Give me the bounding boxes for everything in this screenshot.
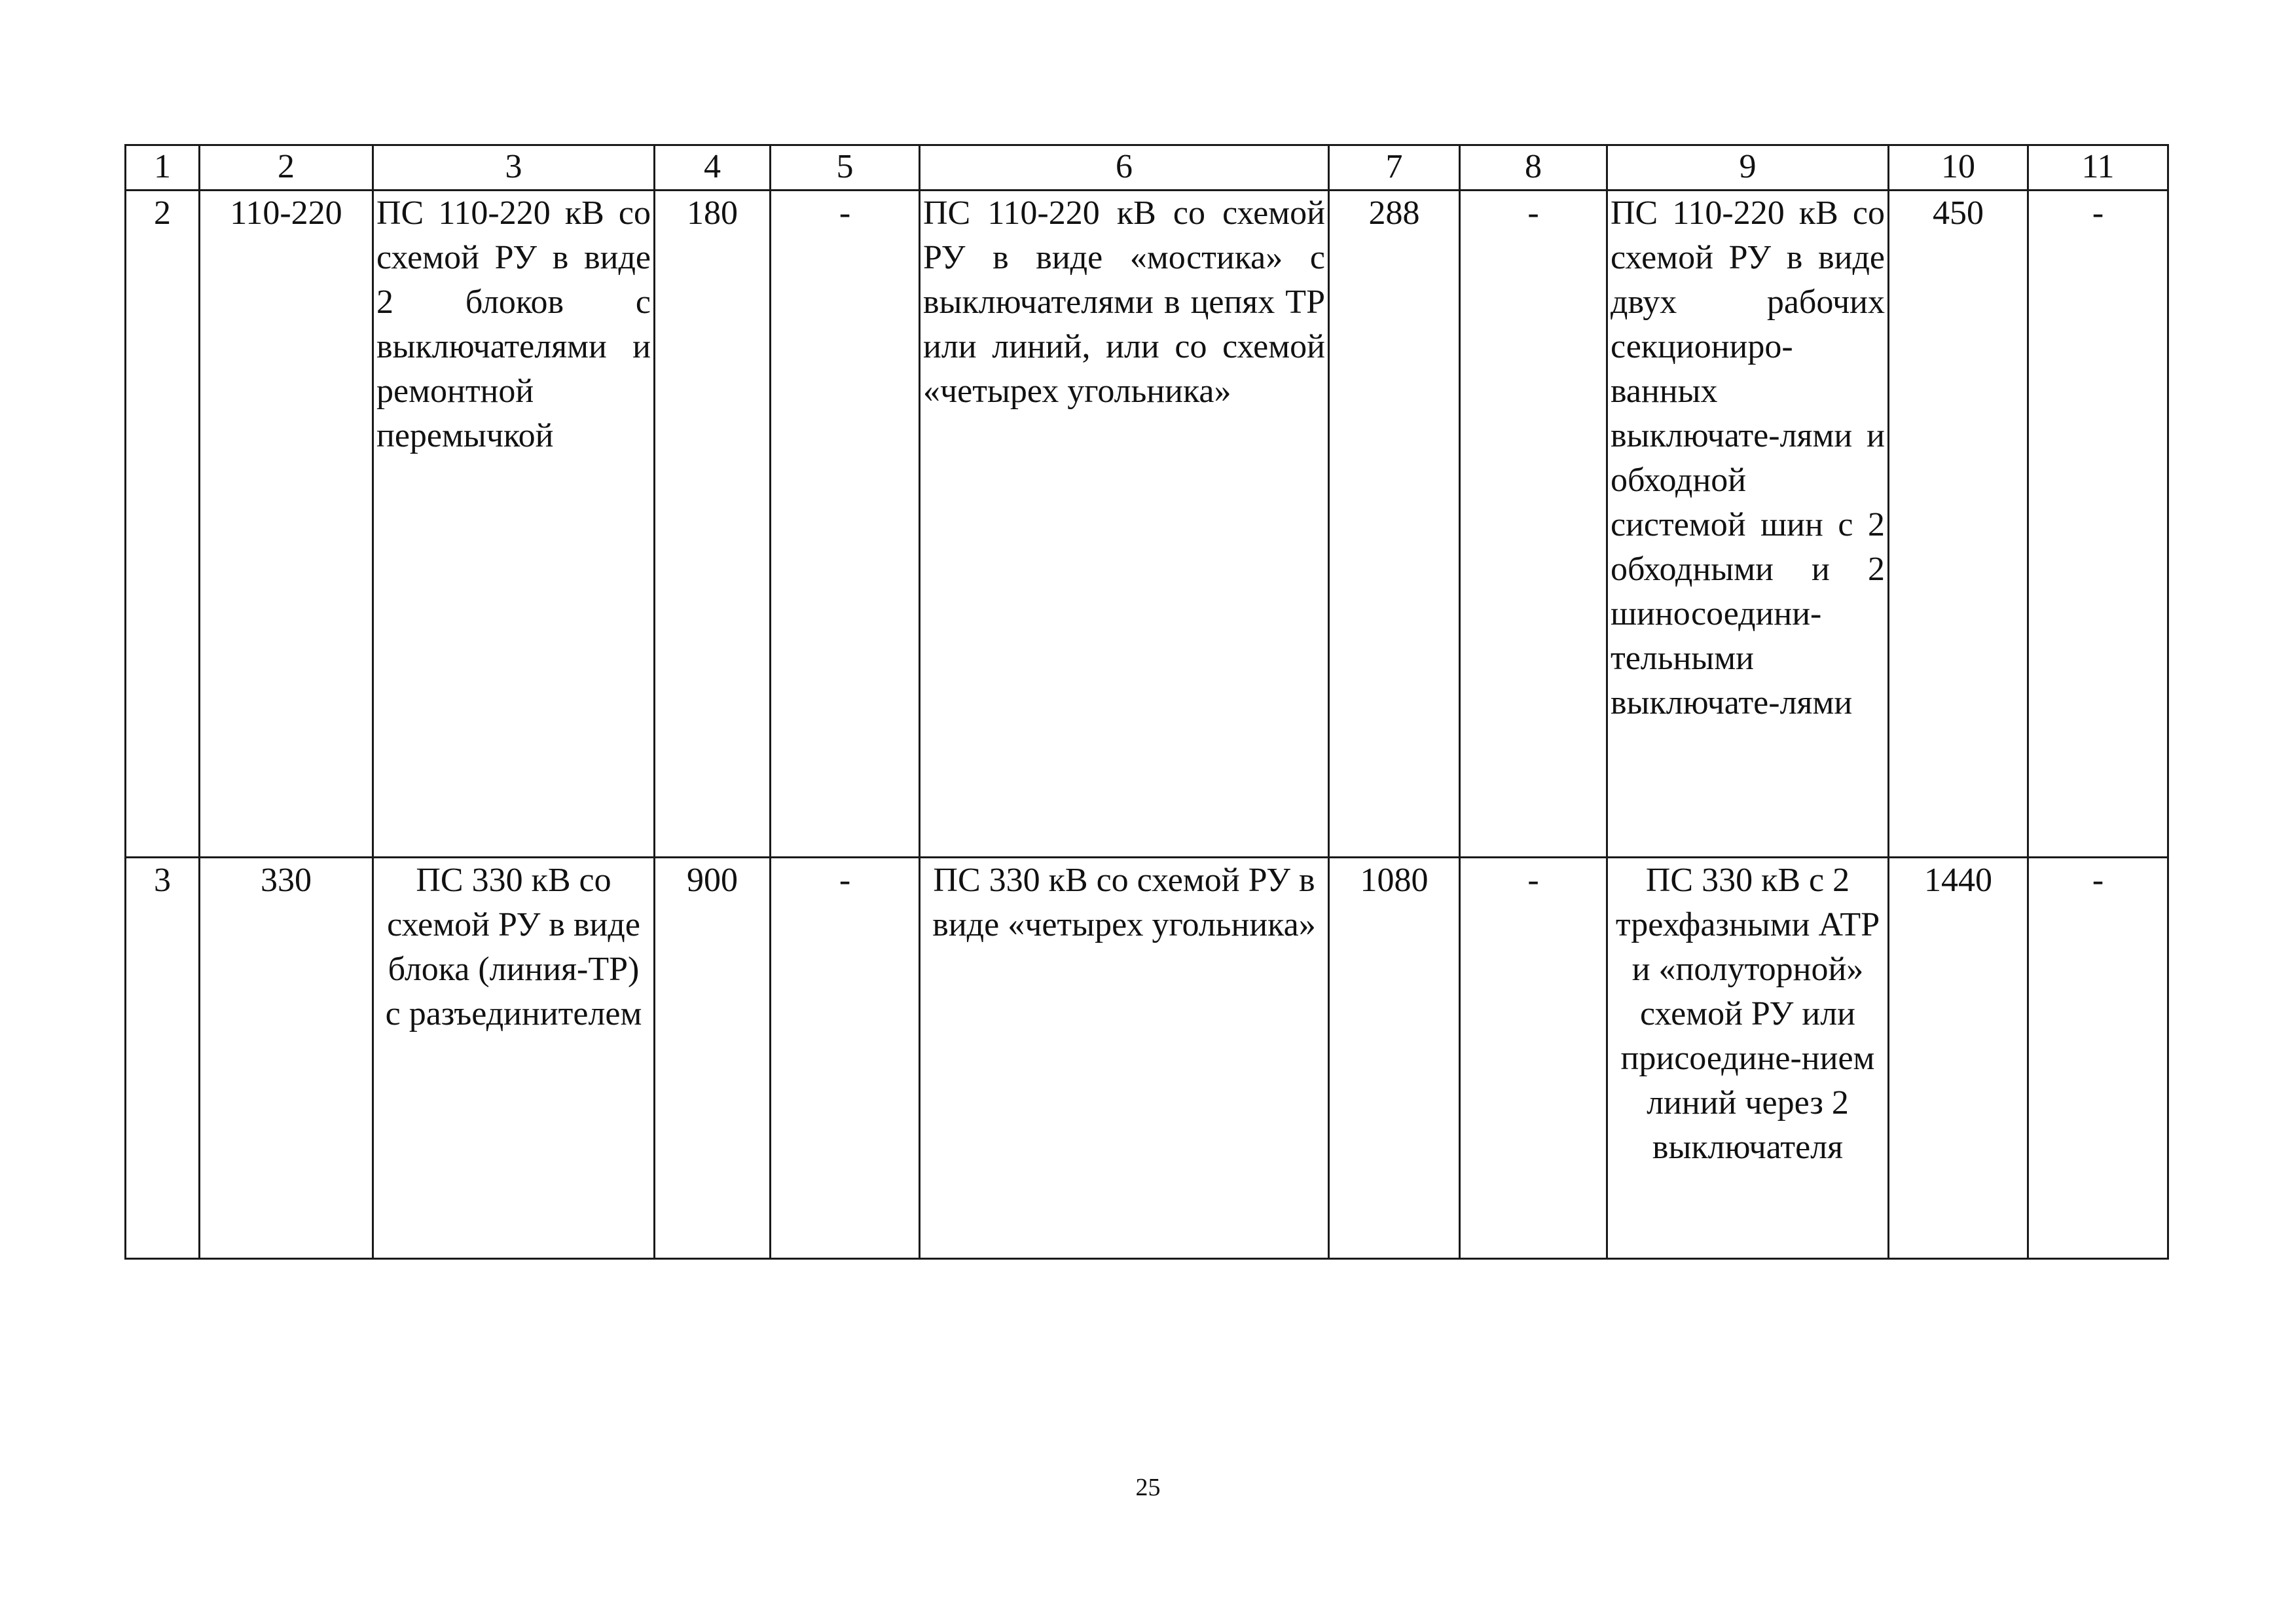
value-cell: 1440 xyxy=(1889,858,2028,1259)
value-cell: 900 xyxy=(655,858,771,1259)
value-cell: 288 xyxy=(1329,191,1460,858)
voltage-cell: 110-220 xyxy=(200,191,373,858)
row-number-cell: 2 xyxy=(126,191,200,858)
page-number: 25 xyxy=(1135,1474,1161,1501)
value-cell: - xyxy=(2028,858,2168,1259)
scheme-description-cell: ПС 110-220 кВ со схемой РУ в виде двух рабочих секциониро-ванных выключате-лями и обходной системой шин с 2 обходными и 2 шиносоедини-тельными выключате-лями xyxy=(1607,191,1889,858)
row-number-cell: 3 xyxy=(126,858,200,1259)
header-col-6: 6 xyxy=(920,145,1329,191)
value-cell: - xyxy=(2028,191,2168,858)
header-col-11: 11 xyxy=(2028,145,2168,191)
value-cell: - xyxy=(1460,191,1607,858)
value-cell: - xyxy=(771,191,920,858)
header-col-8: 8 xyxy=(1460,145,1607,191)
value-cell: 180 xyxy=(655,191,771,858)
substation-cost-table xyxy=(124,144,2169,1260)
header-col-5: 5 xyxy=(771,145,920,191)
scheme-description-cell: ПС 110-220 кВ со схемой РУ в виде «мостика» с выключателями в цепях ТР или линий, или со схемой «четырех угольника» xyxy=(920,191,1329,858)
table-row xyxy=(126,858,2168,1259)
scheme-description-cell: ПС 330 кВ со схемой РУ в виде «четырех угольника» xyxy=(920,858,1329,1259)
scheme-description-cell: ПС 330 кВ с 2 трехфазными АТР и «полуторной» схемой РУ или присоедине-нием линий через 2 выключателя xyxy=(1607,858,1889,1259)
header-col-3: 3 xyxy=(373,145,655,191)
value-cell: 450 xyxy=(1889,191,2028,858)
scheme-description-cell: ПС 110-220 кВ со схемой РУ в виде 2 блоков с выключателями и ремонтной перемычкой xyxy=(373,191,655,858)
table-header-row xyxy=(126,145,2168,191)
scheme-description-cell: ПС 330 кВ со схемой РУ в виде блока (линия-ТР) с разъединителем xyxy=(373,858,655,1259)
header-col-2: 2 xyxy=(200,145,373,191)
header-col-10: 10 xyxy=(1889,145,2028,191)
header-col-9: 9 xyxy=(1607,145,1889,191)
header-col-1: 1 xyxy=(126,145,200,191)
table-row xyxy=(126,191,2168,858)
value-cell: - xyxy=(771,858,920,1259)
voltage-cell: 330 xyxy=(200,858,373,1259)
header-col-7: 7 xyxy=(1329,145,1460,191)
value-cell: 1080 xyxy=(1329,858,1460,1259)
header-col-4: 4 xyxy=(655,145,771,191)
value-cell: - xyxy=(1460,858,1607,1259)
